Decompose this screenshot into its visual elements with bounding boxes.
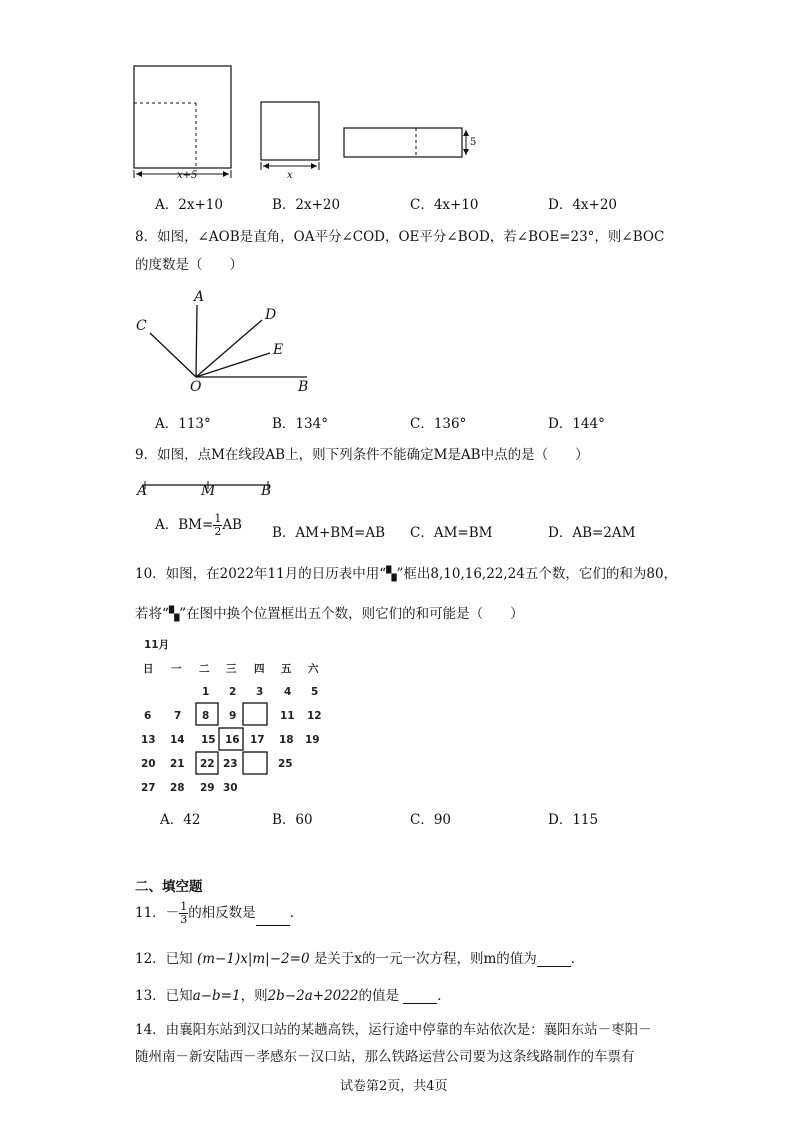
q10-text-line1: 10．如图，在2022年11月的日历表中用“▚”框出8,10,16,22,24五个数，它们的和为80， xyxy=(135,566,678,582)
q8-option-a[interactable]: A．113° xyxy=(155,416,211,432)
calendar-day: 4 xyxy=(284,686,292,698)
q8-text-line1: 8．如图，∠AOB是直角，OA平分∠COD，OE平分∠BOD，若∠BOE=23°，则∠BOC xyxy=(135,229,665,245)
q10-text-line2: 若将“▚”在图中换个位置框出五个数，则它们的和可能是（ ） xyxy=(135,606,524,622)
calendar-day: 17 xyxy=(250,734,265,746)
calendar-day: 1 xyxy=(202,686,210,698)
calendar-day: 16 xyxy=(225,734,240,746)
calendar-day: 23 xyxy=(223,758,238,770)
q7-option-c[interactable]: C．4x+10 xyxy=(410,197,479,213)
q14-line1: 14．由襄阳东站到汉口站的某趟高铁，运行途中停靠的车站依次是：襄阳东站－枣阳－ xyxy=(135,1022,652,1038)
q9-option-a-suffix: AB xyxy=(222,517,242,533)
calendar-day: 3 xyxy=(256,686,264,698)
calendar-day: 30 xyxy=(223,782,238,794)
weekday: 一 xyxy=(171,663,182,675)
answer-blank[interactable] xyxy=(403,991,437,1004)
calendar-day: 25 xyxy=(278,758,293,770)
calendar-day: 28 xyxy=(170,782,185,794)
q9-text: 9．如图，点M在线段AB上，则下列条件不能确定M是AB中点的是（ ） xyxy=(135,447,589,463)
calendar-day: 5 xyxy=(311,686,319,698)
q13-formula2: 2b−2a+2022 xyxy=(267,988,359,1004)
q8-option-d[interactable]: D．144° xyxy=(548,416,605,432)
label-x: x xyxy=(287,170,293,181)
section-title: 二、填空题 xyxy=(135,879,203,895)
label-5: 5 xyxy=(470,137,477,148)
weekday: 二 xyxy=(199,663,210,675)
label-a: A xyxy=(137,483,148,499)
q7-option-a[interactable]: A．2x+10 xyxy=(155,197,223,213)
calendar-day: 22 xyxy=(200,758,215,770)
weekday: 五 xyxy=(281,663,292,675)
q8-option-c[interactable]: C．136° xyxy=(410,416,467,432)
q7-option-d[interactable]: D．4x+20 xyxy=(548,197,618,213)
q7-option-b[interactable]: B．2x+20 xyxy=(272,197,341,213)
label-b: B xyxy=(261,483,272,499)
q10-option-a[interactable]: A．42 xyxy=(160,812,201,828)
label-o: O xyxy=(190,379,202,395)
q8-text-line2: 的度数是（ ） xyxy=(135,257,243,273)
label-d: D xyxy=(265,307,277,323)
q13-formula: a−b=1 xyxy=(192,988,241,1004)
q9-option-c[interactable]: C．AM=BM xyxy=(410,525,493,541)
page-footer: 试卷第2页，共4页 xyxy=(340,1079,448,1094)
calendar-day: 20 xyxy=(141,758,156,770)
calendar-day: 21 xyxy=(170,758,185,770)
q14-line2: 随州南－新安陆西－孝感东－汉口站，那么铁路运营公司要为这条线路制作的车票有 xyxy=(135,1049,635,1065)
q10-option-c[interactable]: C．90 xyxy=(410,812,452,828)
calendar-day: 12 xyxy=(307,710,322,722)
calendar-day: 19 xyxy=(305,734,320,746)
q12: 12．已知 (m−1)x|m|−2=0 是关于x的一元一次方程，则m的值为 ． xyxy=(135,951,585,967)
calendar-day: 11 xyxy=(280,710,295,722)
calendar-day: 15 xyxy=(201,734,216,746)
fraction-one-half: $\frac{1}{2}$ xyxy=(214,512,222,538)
label-c: C xyxy=(136,318,147,334)
q9-option-a-prefix: A．BM= xyxy=(155,517,214,533)
label-m: M xyxy=(201,483,216,499)
q9-option-b[interactable]: B．AM+BM=AB xyxy=(272,525,386,541)
label-b: B xyxy=(298,379,309,395)
calendar-day: 8 xyxy=(202,710,210,722)
calendar-day: 14 xyxy=(170,734,185,746)
q9-option-d[interactable]: D．AB=2AM xyxy=(548,525,636,541)
calendar-day: 18 xyxy=(279,734,294,746)
calendar-day: 29 xyxy=(200,782,215,794)
q8-option-b[interactable]: B．134° xyxy=(272,416,328,432)
calendar-day: 7 xyxy=(174,710,182,722)
fraction-one-third: $\frac{1}{3}$ xyxy=(180,900,188,926)
calendar-day: 13 xyxy=(141,734,156,746)
calendar-day: 2 xyxy=(229,686,237,698)
weekday: 四 xyxy=(254,663,265,675)
q12-formula: (m−1)x|m|−2=0 xyxy=(196,951,310,967)
weekday: 六 xyxy=(308,663,319,675)
q10-option-d[interactable]: D．115 xyxy=(548,812,599,828)
label-x-plus-5: x+5 xyxy=(177,170,198,181)
answer-blank[interactable] xyxy=(537,954,571,967)
weekday: 日 xyxy=(143,663,154,675)
calendar-month: 11月 xyxy=(144,639,170,651)
calendar-day: 9 xyxy=(229,710,237,722)
answer-blank[interactable] xyxy=(256,913,290,926)
q13: 13．已知a−b=1，则2b−2a+2022的值是 ． xyxy=(135,988,451,1004)
q11: 11．－ $\frac{1}{3}$ 的相反数是 ． xyxy=(135,900,304,926)
label-a: A xyxy=(194,289,205,305)
q10-option-b[interactable]: B．60 xyxy=(272,812,313,828)
weekday: 三 xyxy=(226,663,237,675)
calendar-day: 27 xyxy=(141,782,156,794)
calendar-day: 6 xyxy=(144,710,152,722)
label-e: E xyxy=(273,342,284,358)
